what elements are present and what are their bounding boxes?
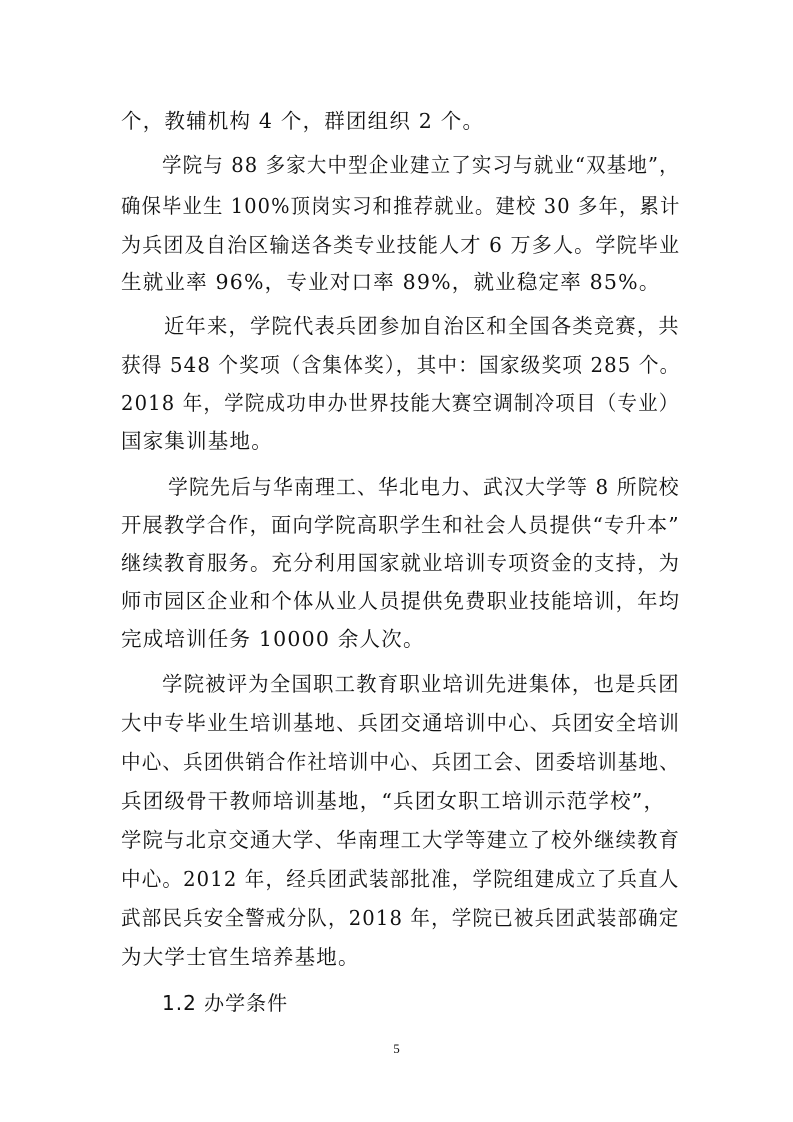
paragraph-3-line-2: 获得 548 个奖项（含集体奖），其中：国家级奖项 285 个。 bbox=[121, 353, 681, 377]
paragraph-2-line-4: 生就业率 96%，专业对口率 89%，就业稳定率 85%。 bbox=[121, 270, 661, 294]
paragraph-4-line-3: 继续教育服务。充分利用国家就业培训专项资金的支持，为 bbox=[121, 551, 681, 575]
paragraph-2-line-2: 确保毕业生 100%顶岗实习和推荐就业。建校 30 多年，累计 bbox=[121, 194, 681, 218]
paragraph-5-line-3: 中心、兵团供销合作社培训中心、兵团工会、团委培训基地、 bbox=[121, 750, 680, 774]
paragraph-3-line-3: 2018 年，学院成功申办世界技能大赛空调制冷项目（专业） bbox=[121, 391, 680, 415]
paragraph-5-line-8: 为大学士官生培养基地。 bbox=[121, 945, 360, 969]
section-heading: 1.2 办学条件 bbox=[162, 991, 289, 1015]
paragraph-4-line-2: 开展教学合作，面向学院高职学生和社会人员提供“专升本” bbox=[121, 513, 680, 537]
paragraph-2-line-1: 学院与 88 多家大中型企业建立了实习与就业“双基地”， bbox=[162, 153, 680, 177]
paragraph-3-line-4: 国家集训基地。 bbox=[121, 429, 273, 453]
paragraph-5-line-1: 学院被评为全国职工教育职业培训先进集体，也是兵团 bbox=[162, 672, 680, 696]
paragraph-1-line-1: 个，教辅机构 4 个，群团组织 2 个。 bbox=[121, 109, 485, 133]
paragraph-4-line-1: 学院先后与华南理工、华北电力、武汉大学等 8 所院校 bbox=[168, 475, 680, 499]
paragraph-5-line-4: 兵团级骨干教师培训基地，“兵团女职工培训示范学校”， bbox=[121, 789, 666, 813]
paragraph-5-line-7: 武部民兵安全警戒分队，2018 年，学院已被兵团武装部确定 bbox=[121, 906, 680, 930]
paragraph-5-line-5: 学院与北京交通大学、华南理工大学等建立了校外继续教育 bbox=[121, 828, 681, 852]
paragraph-2-line-3: 为兵团及自治区输送各类专业技能人才 6 万多人。学院毕业 bbox=[121, 233, 681, 257]
paragraph-3-line-1: 近年来，学院代表兵团参加自治区和全国各类竞赛，共 bbox=[164, 314, 680, 338]
page-number: 5 bbox=[393, 1041, 400, 1056]
paragraph-5-line-6: 中心。2012 年，经兵团武装部批准，学院组建成立了兵直人 bbox=[121, 867, 680, 891]
paragraph-5-line-2: 大中专毕业生培训基地、兵团交通培训中心、兵团安全培训 bbox=[121, 711, 681, 735]
paragraph-4-line-4: 师市园区企业和个体从业人员提供免费职业技能培训，年均 bbox=[121, 589, 681, 613]
paragraph-4-line-5: 完成培训任务 10000 余人次。 bbox=[121, 627, 425, 651]
